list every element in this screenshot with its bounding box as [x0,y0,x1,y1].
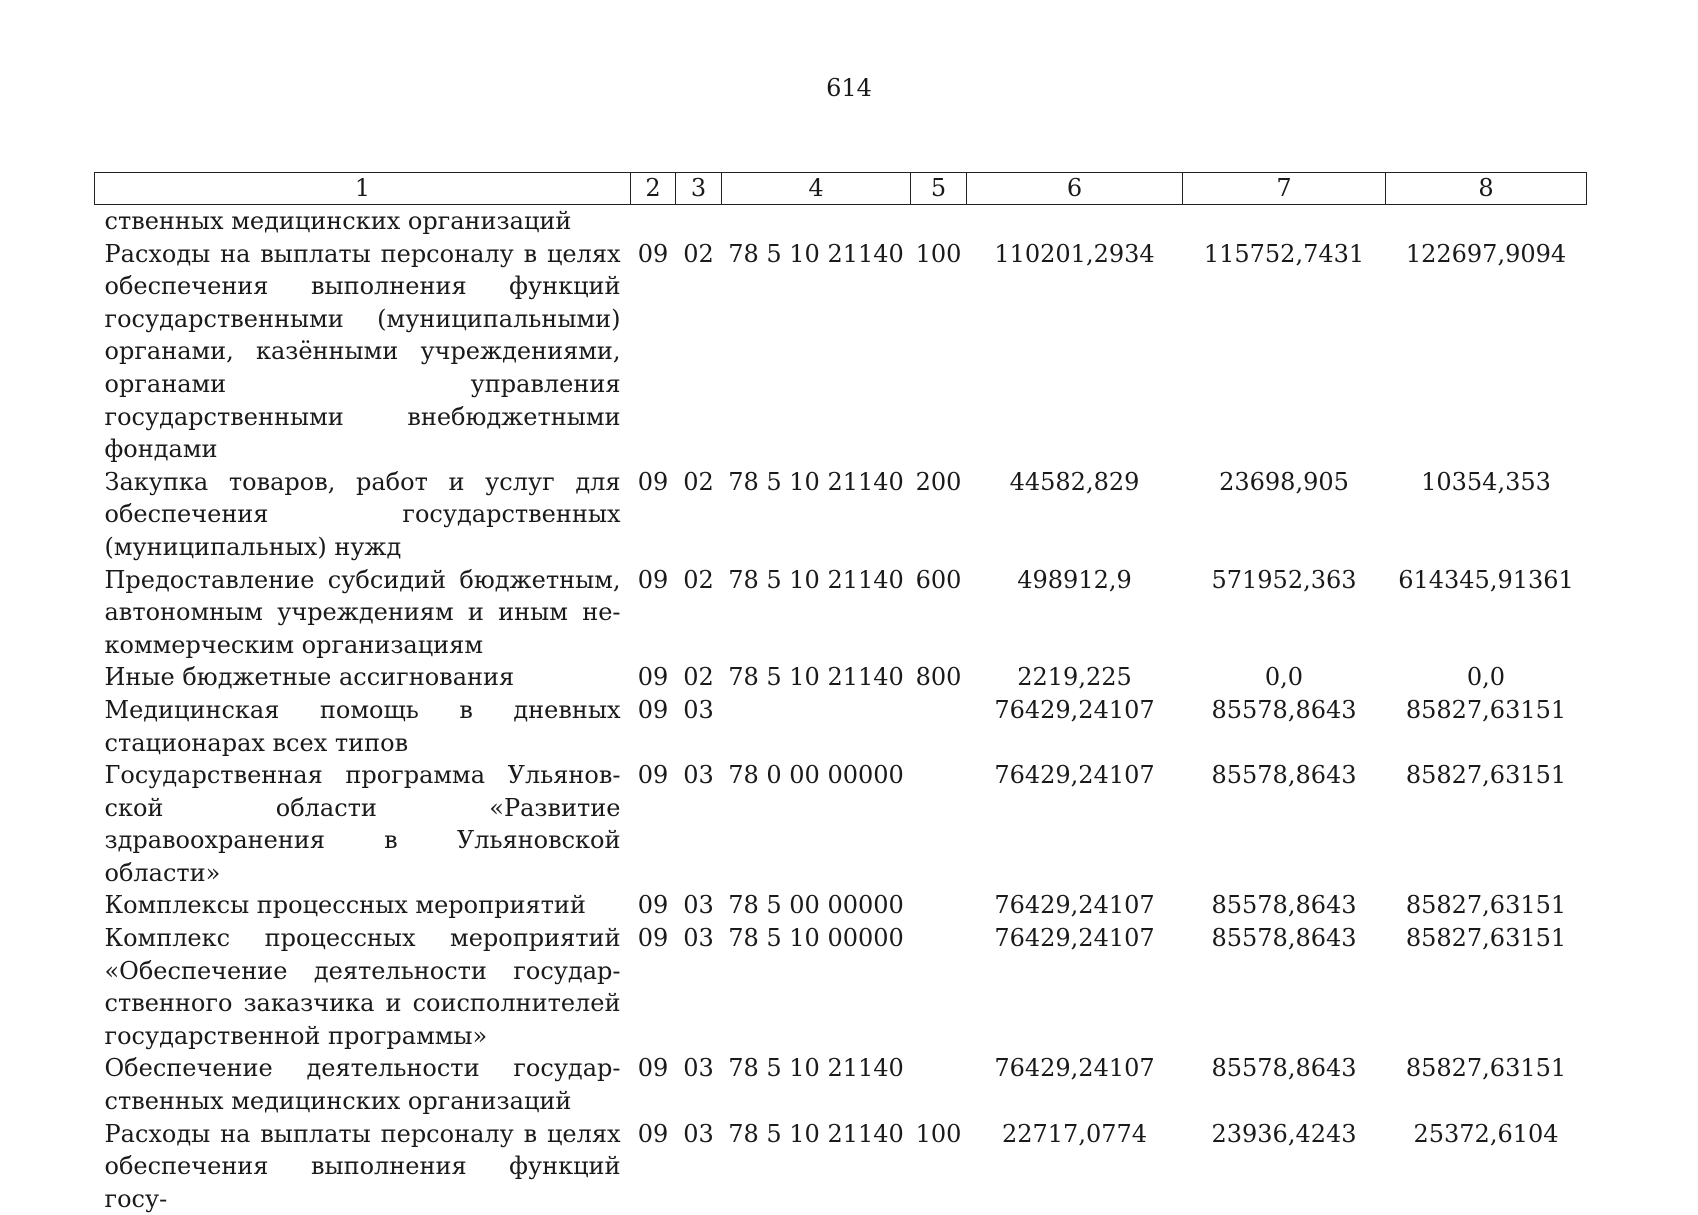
row-name-cell: ственных медицинских организаций [95,205,631,238]
row-expense-type-cell: 800 [911,661,967,694]
row-subsection-cell: 02 [676,564,722,662]
header-col-1: 1 [95,173,631,205]
row-name-cell: Закупка товаров, работ и услуг для обеспечения государственных (муниципальных) нужд [95,466,631,564]
row-section-cell: 09 [631,661,676,694]
row-amount-col8-cell: 25372,6104 [1386,1118,1587,1215]
row-expense-type-cell [911,694,967,759]
row-target-code-cell: 78 5 10 21140 [722,238,911,466]
row-expense-type-cell [911,1052,967,1117]
row-subsection-cell: 03 [676,1118,722,1215]
row-amount-col7-cell: 85578,8643 [1183,1052,1386,1117]
row-subsection-cell: 03 [676,694,722,759]
row-amount-col8-cell: 122697,9094 [1386,238,1587,466]
row-section-cell: 09 [631,1118,676,1215]
row-target-code-cell: 78 5 10 00000 [722,922,911,1052]
row-target-code-cell: 78 5 10 21140 [722,466,911,564]
row-subsection-cell: 02 [676,238,722,466]
row-section-cell: 09 [631,564,676,662]
row-amount-col8-cell: 85827,63151 [1386,922,1587,1052]
row-amount-col7-cell: 23936,4243 [1183,1118,1386,1215]
row-amount-col6-cell: 76429,24107 [967,889,1183,922]
row-target-code-cell: 78 5 10 21140 [722,564,911,662]
table-row [95,466,1587,564]
row-amount-col8-cell: 614345,91361 [1386,564,1587,662]
row-expense-type-cell [911,205,967,238]
row-section-cell [631,205,676,238]
row-expense-type-cell: 200 [911,466,967,564]
row-amount-col7-cell: 85578,8643 [1183,759,1386,889]
row-amount-col7-cell: 23698,905 [1183,466,1386,564]
row-expense-type-cell [911,759,967,889]
row-amount-col8-cell: 85827,63151 [1386,1052,1587,1117]
row-target-code-cell: 78 5 00 00000 [722,889,911,922]
row-target-code-cell: 78 5 10 21140 [722,1052,911,1117]
row-subsection-cell: 03 [676,889,722,922]
header-col-2: 2 [631,173,676,205]
row-expense-type-cell: 100 [911,238,967,466]
row-amount-col7-cell: 115752,7431 [1183,238,1386,466]
row-amount-col8-cell: 10354,353 [1386,466,1587,564]
row-amount-col8-cell: 85827,63151 [1386,759,1587,889]
row-amount-col6-cell [967,205,1183,238]
row-amount-col7-cell: 85578,8643 [1183,889,1386,922]
row-section-cell: 09 [631,466,676,564]
row-section-cell: 09 [631,759,676,889]
row-section-cell: 09 [631,922,676,1052]
row-name-cell: Обеспечение деятельности государственных медицинских организаций [95,1052,631,1117]
row-target-code-cell [722,205,911,238]
table-row [95,1118,1587,1215]
row-subsection-cell: 03 [676,1052,722,1117]
row-amount-col7-cell: 85578,8643 [1183,694,1386,759]
row-name-cell: Комплексы процессных мероприятий [95,889,631,922]
row-amount-col8-cell: 0,0 [1386,661,1587,694]
row-section-cell: 09 [631,889,676,922]
row-amount-col7-cell: 0,0 [1183,661,1386,694]
row-amount-col6-cell: 76429,24107 [967,759,1183,889]
table-row [95,1052,1587,1117]
row-amount-col6-cell: 2219,225 [967,661,1183,694]
table-row [95,238,1587,466]
header-col-3: 3 [676,173,722,205]
header-col-6: 6 [967,173,1183,205]
row-expense-type-cell: 600 [911,564,967,662]
header-col-8: 8 [1386,173,1587,205]
row-name-cell: Медицинская помощь в дневных стационарах всех типов [95,694,631,759]
row-amount-col8-cell: 85827,63151 [1386,889,1587,922]
row-amount-col6-cell: 110201,2934 [967,238,1183,466]
row-name-cell: Комплекс процессных мероприятий «Обеспечение деятельности государственного заказчика и соисполнителей государственной программы» [95,922,631,1052]
row-section-cell: 09 [631,1052,676,1117]
header-col-7: 7 [1183,173,1386,205]
row-target-code-cell: 78 0 00 00000 [722,759,911,889]
row-amount-col6-cell: 76429,24107 [967,922,1183,1052]
row-subsection-cell: 02 [676,661,722,694]
row-amount-col6-cell: 76429,24107 [967,694,1183,759]
row-amount-col7-cell: 571952,363 [1183,564,1386,662]
row-subsection-cell: 03 [676,759,722,889]
table-header [95,173,1587,205]
row-section-cell: 09 [631,694,676,759]
row-name-cell: Расходы на выплаты персоналу в целях обеспечения выполнения функций госу- [95,1118,631,1215]
table-row [95,889,1587,922]
row-amount-col6-cell: 498912,9 [967,564,1183,662]
row-name-cell: Государственная программа Ульяновской области «Развитие здравоохранения в Ульяновской области» [95,759,631,889]
row-amount-col8-cell [1386,205,1587,238]
row-amount-col7-cell [1183,205,1386,238]
row-target-code-cell [722,694,911,759]
row-amount-col6-cell: 76429,24107 [967,1052,1183,1117]
header-col-5: 5 [911,173,967,205]
row-expense-type-cell [911,922,967,1052]
row-target-code-cell: 78 5 10 21140 [722,661,911,694]
row-name-cell: Расходы на выплаты персоналу в целях обеспечения выполнения функций государственными (муниципальными) органами, казёнными учреждениями, органами управления государственными внебюджетными фондами [95,238,631,466]
table-row [95,661,1587,694]
table-row [95,205,1587,238]
budget-table-wrapper [94,172,1586,1215]
row-subsection-cell [676,205,722,238]
row-amount-col6-cell: 44582,829 [967,466,1183,564]
row-target-code-cell: 78 5 10 21140 [722,1118,911,1215]
row-name-cell: Иные бюджетные ассигнования [95,661,631,694]
row-name-cell: Предоставление субсидий бюджетным, автономным учреждениям и иным некоммерческим организациям [95,564,631,662]
table-body [95,205,1587,1215]
row-expense-type-cell [911,889,967,922]
header-col-4: 4 [722,173,911,205]
row-expense-type-cell: 100 [911,1118,967,1215]
table-row [95,759,1587,889]
table-row [95,694,1587,759]
row-section-cell: 09 [631,238,676,466]
header-row [95,173,1587,205]
table-row [95,564,1587,662]
page-number: 614 [0,74,1698,102]
budget-table [94,172,1587,1215]
row-subsection-cell: 02 [676,466,722,564]
row-amount-col7-cell: 85578,8643 [1183,922,1386,1052]
row-subsection-cell: 03 [676,922,722,1052]
row-amount-col6-cell: 22717,0774 [967,1118,1183,1215]
table-row [95,922,1587,1052]
row-amount-col8-cell: 85827,63151 [1386,694,1587,759]
